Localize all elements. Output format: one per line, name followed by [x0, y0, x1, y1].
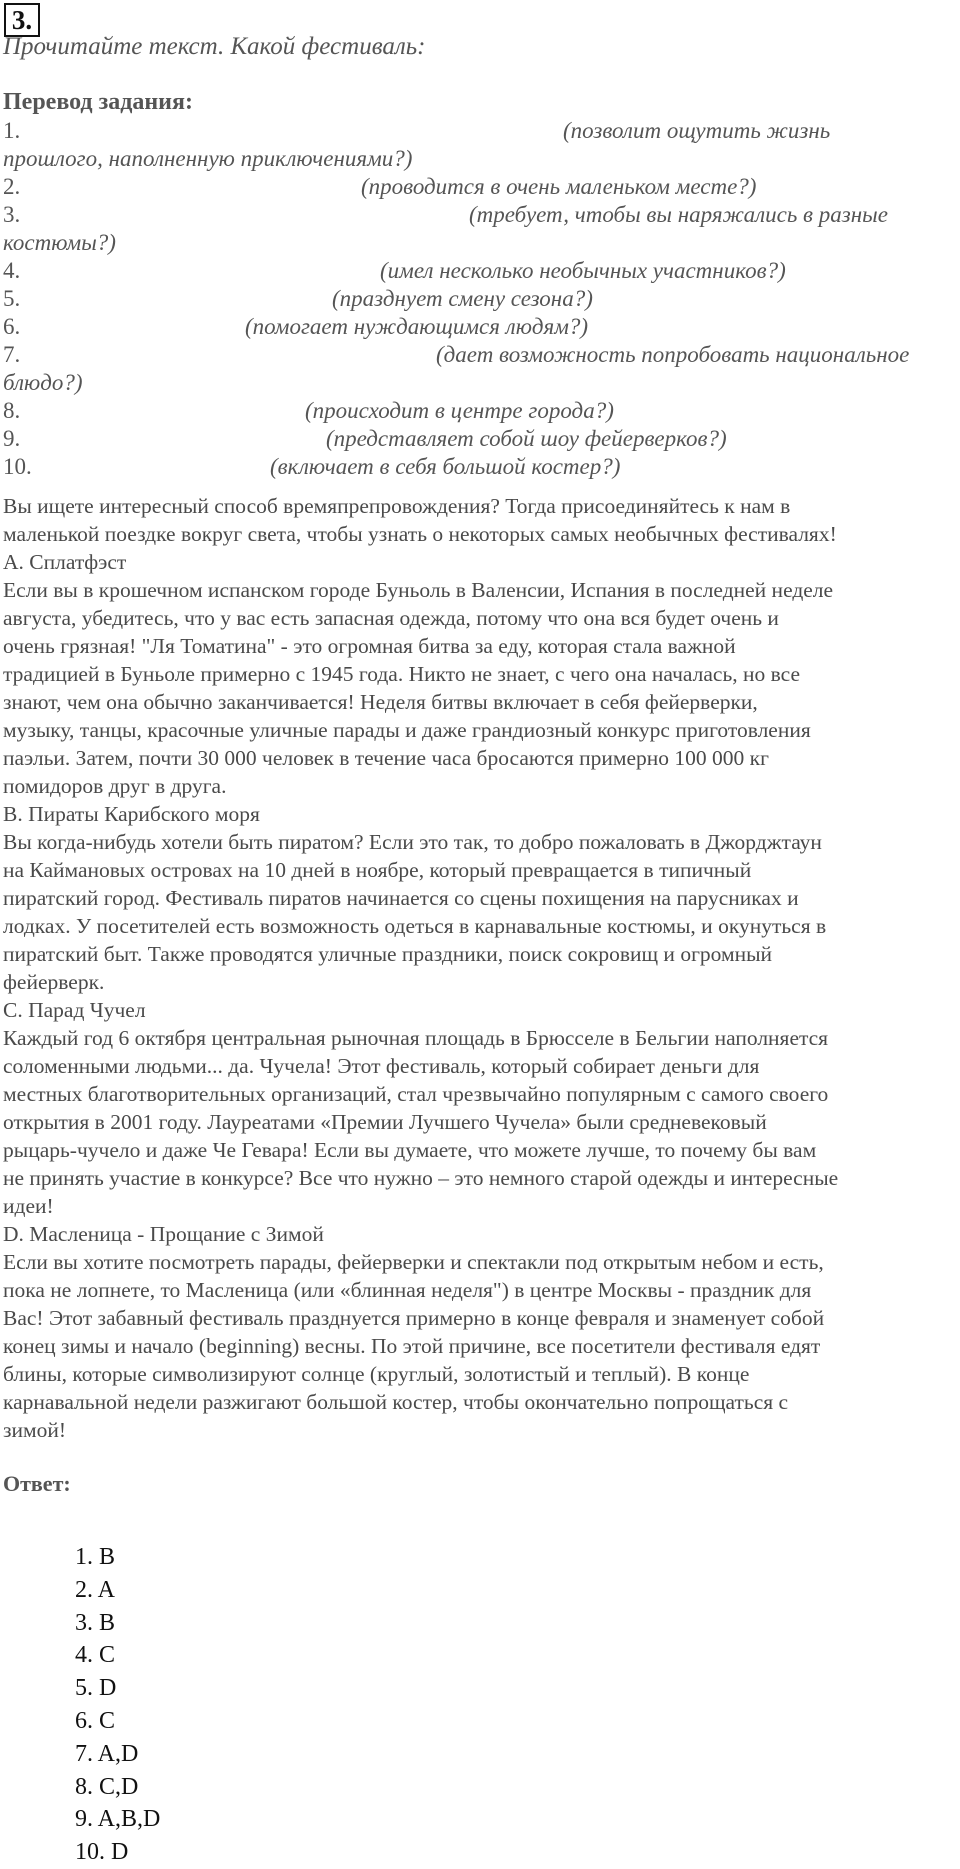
text-line: соломенными людьми... да. Чучела! Этот фестиваль, который собирает деньги для: [3, 1054, 760, 1078]
text-line: Вас! Этот забавный фестиваль празднуется примерно в конце февраля и знаменует собой: [3, 1306, 825, 1330]
answer-list: [75, 1541, 160, 1869]
item-text: (имел несколько необычных участников?): [380, 258, 786, 283]
item-text-continued: прошлого, наполненную приключениями?): [3, 146, 413, 171]
text-line: лодках. У посетителей есть возможность одеться в карнавальные костюмы, и окунуться в: [3, 914, 827, 938]
answer-item: 4. C: [75, 1642, 116, 1669]
item-text-continued: костюмы?): [3, 230, 116, 255]
text-line: зимой!: [3, 1418, 67, 1442]
item-text: (празднует смену сезона?): [332, 286, 593, 311]
text-line: открытия в 2001 году. Лауреатами «Премии Лучшего Чучела» были средневековый: [3, 1110, 767, 1134]
item-text: (помогает нуждающимся людям?): [245, 314, 589, 339]
translation-heading: Перевод задания:: [3, 89, 193, 115]
answer-item: 1. B: [75, 1544, 116, 1570]
answer-item: 6. C: [75, 1707, 116, 1734]
answer-item: 3. B: [75, 1609, 116, 1636]
item-text: (позволит ощутить жизнь: [563, 118, 831, 143]
text-line: Каждый год 6 октября центральная рыночная площадь в Брюсселе в Бельгии наполняется: [3, 1026, 829, 1050]
item-number: 10.: [3, 454, 32, 479]
item-text: (представляет собой шоу фейерверков?): [326, 426, 727, 451]
text-line: Вы ищете интересный способ времяпрепровождения? Тогда присоединяйтесь к нам в: [3, 494, 791, 518]
answer-item: 8. C,D: [75, 1773, 139, 1800]
section-title-c: C. Парад Чучел: [3, 998, 146, 1022]
text-line: рыцарь-чучело и даже Че Гевара! Если вы думаете, что можете лучше, то почему бы вам: [3, 1138, 817, 1162]
text-line: конец зимы и начало (beginning) весны. По этой причине, все посетители фестиваля едят: [3, 1334, 821, 1358]
item-text: (проводится в очень маленьком месте?): [361, 174, 757, 199]
section-title-d: D. Масленица - Прощание с Зимой: [3, 1222, 324, 1246]
answer-heading: Ответ:: [3, 1471, 71, 1496]
text-line: карнавальной недели разжигают большой костер, чтобы окончательно попрощаться с: [3, 1390, 789, 1414]
item-number: 8.: [3, 398, 21, 423]
answer-item: 7. A,D: [75, 1740, 139, 1767]
answer-item: 9. A,B,D: [75, 1806, 161, 1833]
item-number: 2.: [3, 174, 21, 199]
text-line: маленькой поездке вокруг света, чтобы узнать о некоторых самых необычных фестивалях!: [3, 522, 837, 546]
item-text: (происходит в центре города?): [305, 398, 614, 423]
task-instruction: Прочитайте текст. Какой фестиваль:: [3, 33, 426, 60]
answer-item: 2. A: [75, 1576, 116, 1603]
text-line: блины, которые символизируют солнце (круглый, золотистый и теплый). В конце: [3, 1362, 750, 1386]
text-line: очень грязная! "Ля Томатина" - это огромная битва за еду, которая стала важной: [3, 634, 736, 658]
reading-text: [3, 492, 958, 1444]
answer-item: 5. D: [75, 1675, 117, 1702]
text-line: пиратский быт. Также проводятся уличные праздники, поиск сокровищ и огромный: [3, 942, 773, 966]
text-line: августа, убедитесь, что у вас есть запасная одежда, потому что она вся будет очень и: [3, 606, 779, 630]
text-line: не принять участие в конкурсе? Все что нужно – это немного старой одежды и интересные: [3, 1166, 839, 1190]
text-line: Вы когда-нибудь хотели быть пиратом? Если это так, то добро пожаловать в Джорджтаун: [3, 830, 822, 854]
text-line: помидоров друг в друга.: [3, 774, 227, 798]
text-line: Если вы хотите посмотреть парады, фейерверки и спектакли под открытым небом и есть,: [3, 1250, 824, 1274]
task-number-badge: 3.: [4, 3, 40, 37]
item-number: 9.: [3, 426, 21, 451]
item-text: (включает в себя большой костер?): [270, 454, 621, 479]
text-line: на Каймановых островах на 10 дней в ноябре, который превращается в типичный: [3, 858, 752, 882]
text-line: идеи!: [3, 1194, 54, 1218]
text-line: паэльи. Затем, почти 30 000 человек в течение часа бросаются примерно 100 000 кг: [3, 746, 769, 770]
item-text-continued: блюдо?): [3, 370, 83, 395]
answer-item: 10. D: [75, 1839, 129, 1866]
item-number: 3.: [3, 202, 21, 227]
text-line: знают, чем она обычно заканчивается! Неделя битвы включает в себя фейерверки,: [3, 690, 758, 714]
item-text: (дает возможность попробовать национальное: [436, 342, 910, 367]
text-line: музыку, танцы, красочные уличные парады и даже грандиозный конкурс приготовления: [3, 718, 811, 742]
item-text: (требует, чтобы вы наряжались в разные: [469, 202, 888, 227]
text-line: пиратский город. Фестиваль пиратов начинается со сцены похищения на парусниках и: [3, 886, 799, 910]
item-number: 1.: [3, 118, 21, 143]
text-line: традицией в Буньоле примерно с 1945 года. Никто не знает, с чего она началась, но все: [3, 662, 801, 686]
item-number: 5.: [3, 286, 21, 311]
text-line: местных благотворительных организаций, стал чрезвычайно популярным с самого своего: [3, 1082, 829, 1106]
text-line: Если вы в крошечном испанском городе Буньоль в Валенсии, Испания в последней неделе: [3, 578, 834, 602]
item-number: 7.: [3, 342, 21, 367]
item-number: 4.: [3, 258, 21, 283]
text-line: фейерверк.: [3, 970, 105, 994]
section-title-a: A. Сплатфэст: [3, 550, 127, 574]
item-number: 6.: [3, 314, 21, 339]
section-title-b: B. Пираты Карибского моря: [3, 802, 260, 826]
text-line: пока не лопнете, то Масленица (или «блинная неделя") в центре Москвы - праздник для: [3, 1278, 812, 1302]
